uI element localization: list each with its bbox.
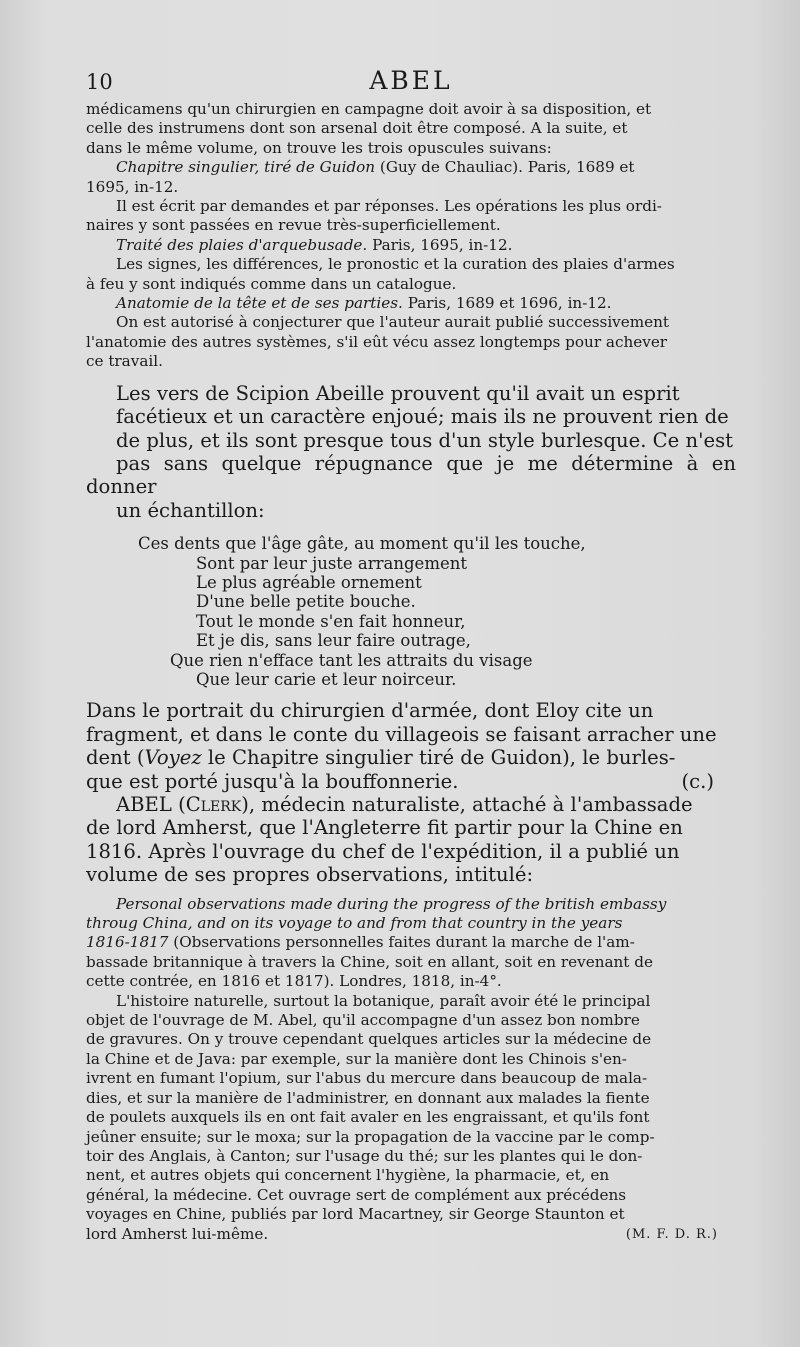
text-line: la Chine et de Java: par exemple, sur la manière dont les Chinois s'en-: [86, 1049, 627, 1068]
author-signature: (c.): [681, 769, 714, 793]
text-line: l'anatomie des autres systèmes, s'il eût vécu assez longtemps pour achever: [86, 332, 668, 351]
text-line: à feu y sont indiqués comme dans un catalogue.: [86, 274, 457, 293]
text-line: de gravures. On y trouve cependant quelques articles sur la médecine de: [86, 1030, 652, 1049]
work-entry-1: [86, 158, 736, 177]
text-line: Les signes, les différences, le pronostic et la curation des plaies d'armes: [116, 255, 675, 274]
text-line: jeûner ensuite; sur le moxa; sur la propagation de la vaccine par le comp-: [86, 1127, 655, 1146]
text-line: [86, 746, 736, 769]
text-line: [86, 1225, 736, 1244]
text-line: voyages en Chine, publiés par lord Macartney, sir George Staunton et: [86, 1205, 625, 1224]
text-line: fragment, et dans le conte du villageois se faisant arracher une: [86, 722, 717, 746]
text-line: naires y sont passées en revue très-superficiellement.: [86, 216, 501, 235]
text-line: dies, et sur la manière de l'administrer, en donnant aux malades la fiente: [86, 1088, 650, 1107]
text-line: [86, 933, 736, 952]
text-line: L'histoire naturelle, surtout la botanique, paraît avoir été le principal: [116, 991, 651, 1010]
text-line: objet de l'ouvrage de M. Abel, qu'il accompagne d'un assez bon nombre: [86, 1011, 640, 1030]
text-line: bassade britannique à travers la Chine, soit en allant, soit en revenant de: [86, 952, 653, 971]
section-small-text: [86, 100, 736, 372]
text-line: Il est écrit par demandes et par réponses. Les opérations les plus ordi-: [116, 197, 662, 216]
section-small-text-2: [86, 895, 736, 1244]
text-line: toir des Anglais, à Canton; sur l'usage du thé; sur les plantes qui le don-: [86, 1146, 643, 1165]
page-number: 10: [86, 70, 113, 94]
text-line: général, la médecine. Cet ouvrage sert de complément aux précédens: [86, 1185, 627, 1204]
text-fragment: 1816-1817: [86, 933, 169, 952]
work-details: (Guy de Chauliac). Paris, 1689 et: [375, 158, 635, 177]
entry-firstname: Clerk: [185, 793, 242, 816]
page-body: [86, 100, 736, 1244]
poem-line: Que rien n'efface tant les attraits du visage: [170, 650, 533, 670]
poem: [86, 534, 736, 689]
work-title-line: Personal observations made during the progress of the british embassy: [116, 894, 667, 913]
text-line: Les vers de Scipion Abeille prouvent qu'il avait un esprit: [116, 381, 680, 405]
text-fragment: ), médecin naturaliste, attaché à l'ambassade: [241, 793, 693, 816]
page-header: [86, 66, 736, 98]
text-line: volume de ses propres observations, intitulé:: [86, 863, 534, 887]
text-line: de lord Amherst, que l'Angleterre fit partir pour la Chine en: [86, 816, 683, 840]
work-entry-3: [86, 294, 736, 313]
entry-heading-line: ABEL (Clerk), médecin naturaliste, attaché à l'ambassade: [116, 793, 693, 816]
work-title: Traité des plaies d'arquebusade.: [116, 235, 368, 254]
text-line: facétieux et un caractère enjoué; mais ils ne prouvent rien de: [116, 405, 729, 429]
text-line: dans le même volume, on trouve les trois opuscules suivans:: [86, 138, 552, 157]
work-title: Anatomie de la tête et de ses parties.: [116, 294, 403, 313]
text-line: ivrent en fumant l'opium, sur l'abus du mercure dans beaucoup de mala-: [86, 1069, 648, 1088]
text-line: 1695, in-12.: [86, 177, 179, 196]
text-line: pas sans quelque répugnance que je me détermine à en donner: [86, 451, 736, 499]
work-details: Paris, 1695, in-12.: [367, 235, 513, 254]
poem-line: Et je dis, sans leur faire outrage,: [196, 631, 471, 651]
commentary-paragraph: [86, 382, 736, 522]
text-fragment: lord Amherst lui-même.: [86, 1224, 269, 1243]
text-line: de poulets auxquels ils en ont fait avaler en les engraissant, et qu'ils font: [86, 1108, 650, 1127]
voyez-ref: Voyez: [144, 746, 202, 770]
text-line: de plus, et ils sont presque tous d'un style burlesque. Ce n'est: [116, 428, 734, 452]
text-fragment: dent (: [86, 746, 145, 770]
text-fragment: (Observations personnelles faites durant la marche de l'am-: [168, 933, 635, 952]
text-line: On est autorisé à conjecturer que l'auteur aurait publié successivement: [116, 313, 670, 332]
poem-line: Le plus agréable ornement: [196, 572, 422, 592]
text-line: [86, 770, 736, 793]
poem-line: D'une belle petite bouche.: [196, 592, 416, 612]
author-signature: (M. F. D. R.): [625, 1226, 718, 1242]
paragraph: [86, 382, 736, 522]
work-details: Paris, 1689 et 1696, in-12.: [402, 294, 612, 313]
poem-line: Tout le monde s'en fait honneur,: [196, 611, 466, 631]
poem-line: Sont par leur juste arrangement: [196, 553, 467, 573]
text-line: 1816. Après l'ouvrage du chef de l'expédition, il a publié un: [86, 839, 680, 863]
text-line: ce travail.: [86, 352, 163, 371]
text-line: nent, et autres objets qui concernent l'hygiène, la pharmacie, et, en: [86, 1166, 610, 1185]
poem-line: Que leur carie et leur noirceur.: [196, 669, 457, 689]
work-entry-2: [86, 236, 736, 255]
work-title-line: throug China, and on its voyage to and from that country in the years: [86, 914, 623, 933]
entry-name: ABEL: [116, 793, 172, 816]
text-line: Dans le portrait du chirurgien d'armée, dont Eloy cite un: [86, 699, 654, 723]
running-title: ABEL: [369, 66, 453, 95]
work-title: Chapitre singulier, tiré de Guidon: [116, 158, 376, 177]
text-line: médicamens qu'un chirurgien en campagne doit avoir à sa disposition, et: [86, 100, 652, 118]
text-line: cette contrée, en 1816 et 1817). Londres, 1818, in-4°.: [86, 972, 502, 991]
text-line: un échantillon:: [116, 498, 265, 522]
poem-line: Ces dents que l'âge gâte, au moment qu'il les touche,: [138, 534, 586, 554]
text-line: celle des instrumens dont son arsenal doit être composé. A la suite, et: [86, 119, 628, 138]
text-fragment: le Chapitre singulier tiré de Guidon), le burles-: [201, 746, 676, 770]
text-fragment: que est porté jusqu'à la bouffonnerie.: [86, 769, 459, 793]
commentary-paragraph-2: [86, 699, 736, 886]
